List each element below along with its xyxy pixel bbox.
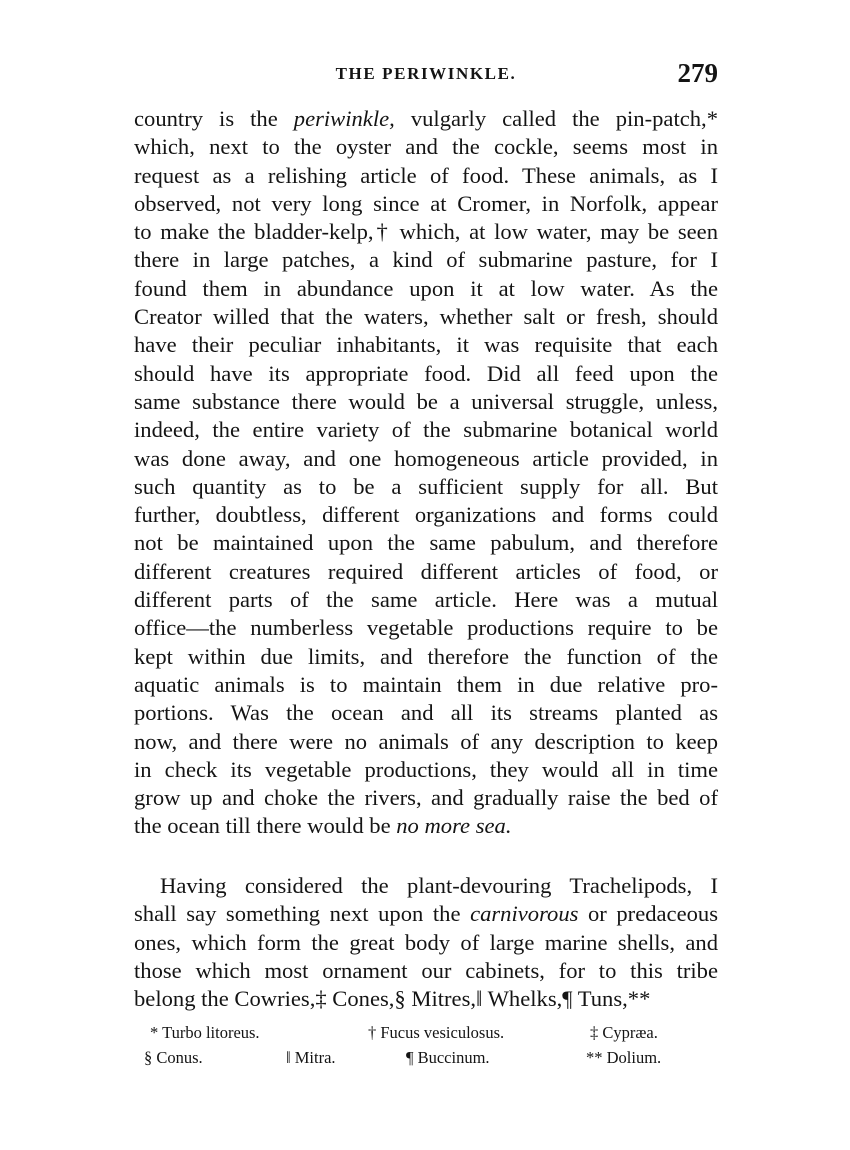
footnote-conus: § Conus.	[144, 1048, 203, 1067]
text-line	[134, 784, 718, 812]
text-line	[134, 190, 718, 218]
text-run: not be maintained upon the same pabulum, and therefore	[134, 530, 718, 556]
page-header	[134, 58, 718, 98]
text-line	[134, 133, 718, 161]
text-line	[134, 671, 718, 699]
text-line	[134, 388, 718, 416]
text-run: shall say something next upon the	[134, 901, 471, 927]
footnote-cypraea: ‡ Cypræa.	[590, 1023, 658, 1042]
text-run: or predaceous	[578, 901, 719, 927]
text-run: different parts of the same article. Here was a mutual	[134, 587, 718, 613]
footnote-buccinum: ¶ Buccinum.	[406, 1048, 490, 1067]
text-run: Having considered the plant-devouring Trachelipods, I	[160, 873, 718, 898]
text-line	[134, 473, 718, 501]
text-line	[134, 929, 718, 957]
footnote-fucus: † Fucus vesiculosus.	[368, 1023, 505, 1042]
text-line	[134, 900, 718, 928]
text-run: now, and there were no animals of any description to keep	[134, 728, 718, 754]
text-line	[134, 728, 718, 756]
text-line	[134, 303, 718, 331]
text-run: ones, which form the great body of large marine shells, and	[134, 929, 718, 955]
text-line	[134, 246, 718, 274]
text-run: such quantity as to be a sufficient supply for all. But	[134, 473, 718, 499]
footnote-row-2	[134, 1046, 718, 1070]
paragraph-1	[134, 105, 718, 841]
text-run: kept within due limits, and therefore the function of the	[134, 643, 718, 669]
text-line	[134, 643, 718, 671]
text-run: different creatures required different articles of food, or	[134, 558, 718, 584]
text-run: observed, not very long since at Cromer, in Norfolk, appear	[134, 190, 718, 216]
text-run: Creator willed that the waters, whether salt or fresh, should	[134, 304, 718, 330]
text-line	[134, 275, 718, 303]
text-line	[134, 812, 718, 840]
running-title: THE PERIWINKLE.	[335, 64, 517, 83]
text-run: have their peculiar inhabitants, it was requisite that each	[134, 332, 718, 358]
text-line	[134, 218, 718, 246]
text-run: those which most ornament our cabinets, for to this tribe	[134, 957, 718, 983]
italic-text-run: carnivorous	[470, 901, 579, 927]
text-line	[134, 501, 718, 529]
text-line	[134, 614, 718, 642]
text-run: office—the numberless vegetable productions require to be	[134, 615, 718, 641]
text-run: portions. Was the ocean and all its streams planted as	[134, 700, 718, 726]
text-run: there in large patches, a kind of submarine pasture, for I	[134, 247, 718, 273]
text-run: grow up and choke the rivers, and gradually raise the bed of	[134, 785, 718, 811]
paragraph-2	[134, 872, 718, 1013]
text-line	[134, 699, 718, 727]
text-run: which, next to the oyster and the cockle, seems most in	[134, 134, 718, 160]
text-line	[134, 416, 718, 444]
italic-text-run: periwinkle,	[293, 106, 395, 131]
footnote-mitra: ‖ Mitra.	[286, 1048, 336, 1067]
text-run: was done away, and one homogeneous article provided, in	[134, 445, 718, 471]
footnote-dolium: ** Dolium.	[586, 1048, 662, 1067]
text-line	[134, 529, 718, 557]
text-line	[134, 445, 718, 473]
text-run: request as a relishing article of food. These animals, as I	[134, 162, 718, 188]
text-run: further, doubtless, different organizations and forms could	[134, 502, 718, 528]
text-line	[134, 162, 718, 190]
text-run: the ocean till there would be	[134, 813, 397, 839]
text-line	[134, 331, 718, 359]
text-run: indeed, the entire variety of the submarine botanical world	[134, 417, 718, 443]
text-run: country is the	[134, 106, 294, 131]
text-line	[134, 105, 718, 133]
text-run: aquatic animals is to maintain them in due relative pro-	[134, 671, 718, 697]
text-line	[134, 957, 718, 985]
text-run: found them in abundance upon it at low water. As the	[134, 275, 718, 301]
text-line	[134, 756, 718, 784]
italic-text-run: no more sea.	[396, 813, 512, 839]
footnote-row-1	[134, 1021, 718, 1045]
text-line	[134, 558, 718, 586]
text-line	[134, 586, 718, 614]
footnote-turbo: * Turbo litoreus.	[150, 1023, 260, 1042]
text-run: same substance there would be a universal struggle, unless,	[134, 388, 718, 414]
text-run: to make the bladder-kelp,† which, at low water, may be seen	[134, 219, 718, 245]
text-line	[134, 360, 718, 388]
text-run: in check its vegetable productions, they would all in time	[134, 756, 718, 782]
text-run: belong the Cowries,‡ Cones,§ Mitres,‖ Whelks,¶ Tuns,**	[134, 986, 651, 1012]
text-run: vulgarly called the pin-patch,*	[394, 106, 718, 131]
text-line	[134, 872, 718, 900]
text-line	[134, 985, 718, 1013]
page-number: 279	[677, 58, 718, 88]
text-run: should have its appropriate food. Did all feed upon the	[134, 360, 718, 386]
